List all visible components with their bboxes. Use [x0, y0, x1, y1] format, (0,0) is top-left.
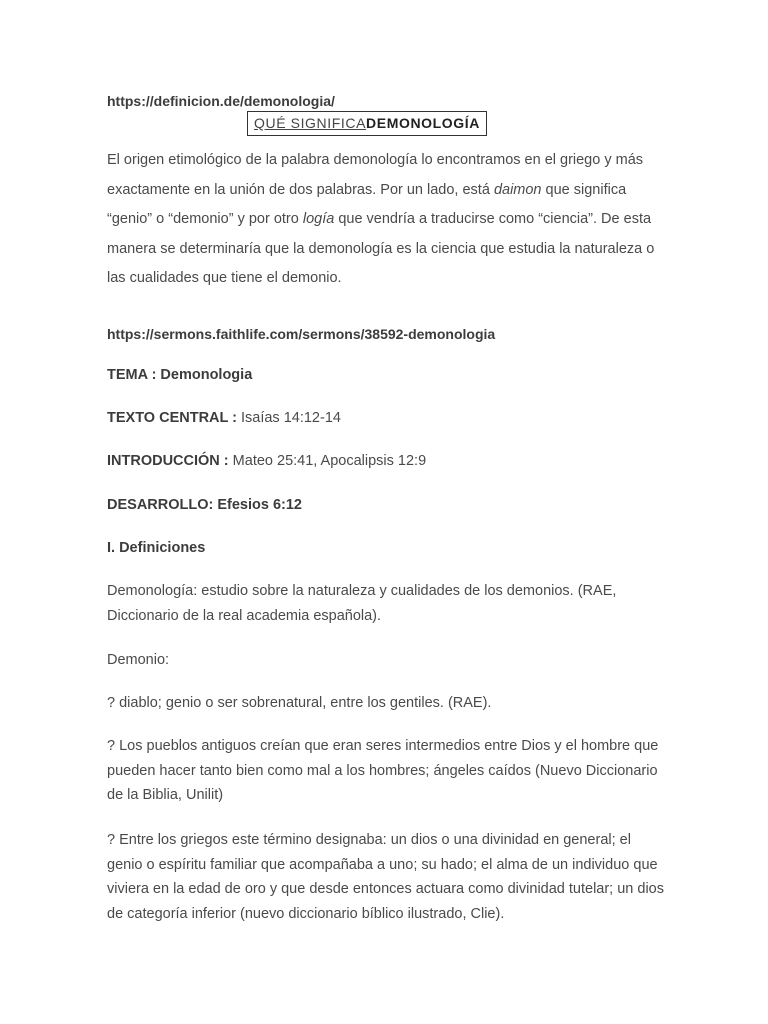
texto-central-label: TEXTO CENTRAL :	[107, 410, 241, 426]
heading-term: DEMONOLOGÍA	[366, 115, 480, 131]
definition-item-3-text: ? Entre los griegos este término designaba: un dios o una divinidad en general; el genio o espíritu familiar que acompañaba a uno; su hado; el alma de un individuo que viviera en la edad de oro y que desde entonces actuara como divinidad tutelar; un dios de categoría inferior (nuevo diccionario bíblico ilustrado, Clie).	[107, 832, 664, 922]
demonologia-definition-text: Demonología: estudio sobre la naturaleza y cualidades de los demonios. (RAE, Diccionario de la real academia española).	[107, 583, 617, 624]
origin-word-logia: logía	[302, 211, 335, 227]
demonio-label: Demonio:	[107, 652, 170, 668]
introduccion-value: Mateo 25:41, Apocalipsis 12:9	[232, 453, 427, 469]
heading-box	[247, 111, 487, 136]
origin-text-3: que vendría a traducirse como “ciencia”. De esta manera se determinaría que la demonología es la ciencia que estudia la naturaleza o las cualidades que tiene el demonio.	[107, 211, 655, 286]
source-link-definicion[interactable]: https://definicion.de/demonologia/	[107, 93, 335, 109]
desarrollo-line: DESARROLLO: Efesios 6:12	[107, 497, 302, 513]
texto-central-line	[107, 410, 341, 426]
definition-item-2-text: ? Los pueblos antiguos creían que eran seres intermedios entre Dios y el hombre que pueden hacer tanto bien como mal a los hombres; ángeles caídos (Nuevo Diccionario de la Biblia, Unilit)	[107, 738, 659, 803]
tema-line: TEMA : Demonologia	[107, 367, 253, 383]
source-link-faithlife[interactable]: https://sermons.faithlife.com/sermons/38592-demonologia	[107, 326, 496, 342]
definition-item-1: ? diablo; genio o ser sobrenatural, entre los gentiles. (RAE).	[107, 695, 492, 711]
texto-central-value: Isaías 14:12-14	[241, 410, 341, 426]
section-title-definiciones: I. Definiciones	[107, 540, 206, 556]
demonologia-definition	[107, 579, 667, 628]
origin-word-daimon: daimon	[493, 181, 542, 198]
origin-text-1: El origen etimológico de la palabra demonología lo encontramos en el griego y más exactamente en la unión de dos palabras. Por un lado, está	[107, 152, 644, 198]
definition-item-3	[107, 828, 667, 926]
introduccion-label: INTRODUCCIÓN :	[107, 453, 233, 469]
definition-item-2	[107, 734, 667, 808]
introduccion-line	[107, 453, 426, 469]
heading-prefix[interactable]: QUÉ SIGNIFICA	[254, 115, 367, 131]
origin-paragraph	[107, 146, 667, 294]
origin-text-2: que significa “genio” o “demonio” y por otro	[107, 181, 627, 227]
